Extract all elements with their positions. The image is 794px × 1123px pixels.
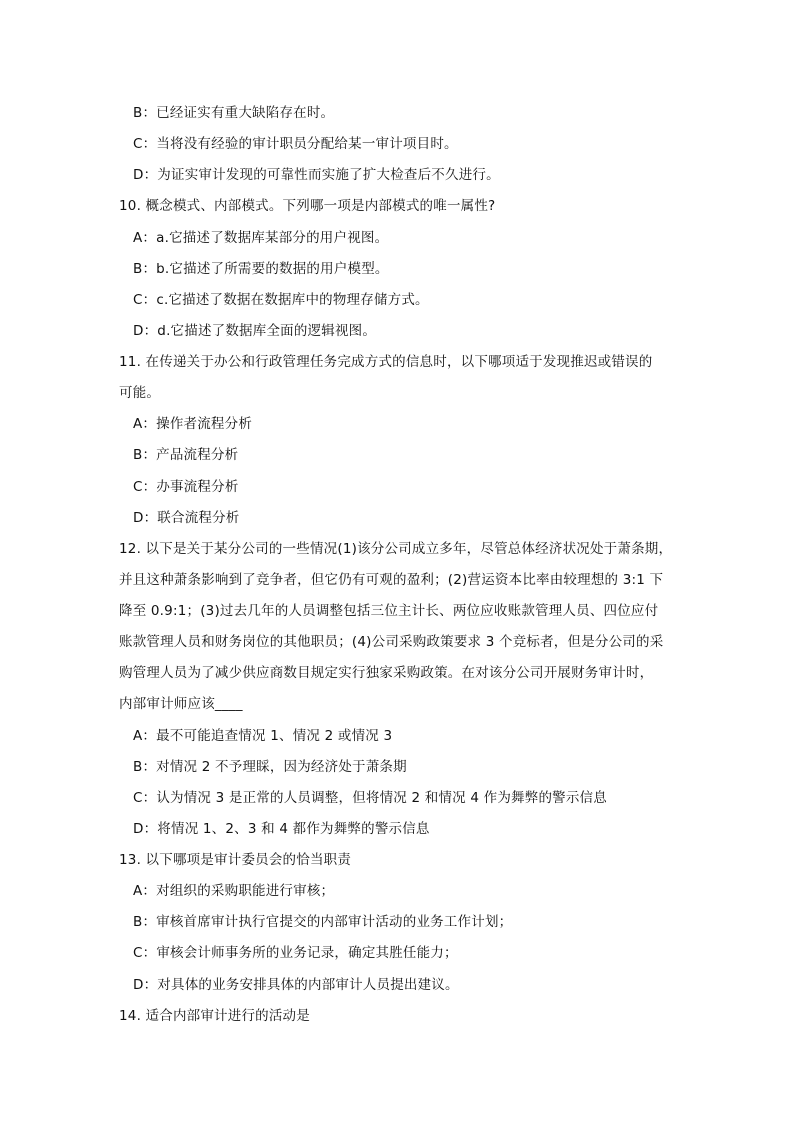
q10-stem: 10. 概念模式、内部模式。下列哪一项是内部模式的唯一属性?	[119, 198, 496, 214]
q10-option-d: D：d.它描述了数据库全面的逻辑视图。	[133, 323, 377, 339]
q10-option-a: A：a.它描述了数据库某部分的用户视图。	[133, 230, 389, 246]
q12-option-c: C：认为情况 3 是正常的人员调整，但将情况 2 和情况 4 作为舞弊的警示信息	[133, 790, 607, 806]
q13-stem: 13. 以下哪项是审计委员会的恰当职责	[119, 852, 352, 868]
q13-option-d: D：对具体的业务安排具体的内部审计人员提出建议。	[133, 977, 459, 993]
q12-stem-line-6: 内部审计师应该____	[119, 696, 243, 712]
q10-option-c: C：c.它描述了数据在数据库中的物理存储方式。	[133, 292, 429, 308]
q14-stem: 14. 适合内部审计进行的活动是	[119, 1008, 310, 1024]
q13-option-b: B：审核首席审计执行官提交的内部审计活动的业务工作计划；	[133, 914, 513, 930]
q11-option-d: D：联合流程分析	[133, 510, 240, 526]
q12-stem-line-4: 账款管理人员和财务岗位的其他职员；(4)公司采购政策要求 3 个竞标者，但是分公司的采	[119, 634, 664, 650]
q13-option-a: A：对组织的采购职能进行审核；	[133, 883, 335, 899]
q9-option-d: D：为证实审计发现的可靠性而实施了扩大检查后不久进行。	[133, 167, 500, 183]
q11-option-b: B：产品流程分析	[133, 447, 239, 463]
q10-option-b: B：b.它描述了所需要的数据的用户模型。	[133, 261, 389, 277]
q12-option-a: A：最不可能追查情况 1、情况 2 或情况 3	[133, 728, 393, 744]
q12-stem-line-5: 购管理人员为了减少供应商数目规定实行独家采购政策。在对该分公司开展财务审计时，	[119, 665, 654, 681]
q12-stem-line-3: 降至 0.9:1；(3)过去几年的人员调整包括三位主计长、两位应收账款管理人员、四位应付	[119, 603, 659, 619]
q9-option-b: B：已经证实有重大缺陷存在时。	[133, 105, 335, 121]
q12-option-b: B：对情况 2 不予理睬，因为经济处于萧条期	[133, 759, 407, 775]
q13-option-c: C：审核会计师事务所的业务记录，确定其胜任能力；	[133, 945, 458, 961]
q12-option-d: D：将情况 1、2、3 和 4 都作为舞弊的警示信息	[133, 821, 430, 837]
q12-stem-line-2: 并且这种萧条影响到了竞争者，但它仍有可观的盈利；(2)营运资本比率由较理想的 3:1 下	[119, 572, 664, 588]
q11-option-c: C：办事流程分析	[133, 479, 239, 495]
q12-stem-line-1: 12. 以下是关于某分公司的一些情况(1)该分公司成立多年，尽管总体经济状况处于萧条期，	[119, 541, 673, 557]
q11-option-a: A：操作者流程分析	[133, 416, 253, 432]
q9-option-c: C：当将没有经验的审计职员分配给某一审计项目时。	[133, 136, 458, 152]
q11-stem-line-1: 11. 在传递关于办公和行政管理任务完成方式的信息时，以下哪项适于发现推迟或错误的	[119, 354, 653, 370]
q11-stem-line-2: 可能。	[119, 385, 161, 401]
